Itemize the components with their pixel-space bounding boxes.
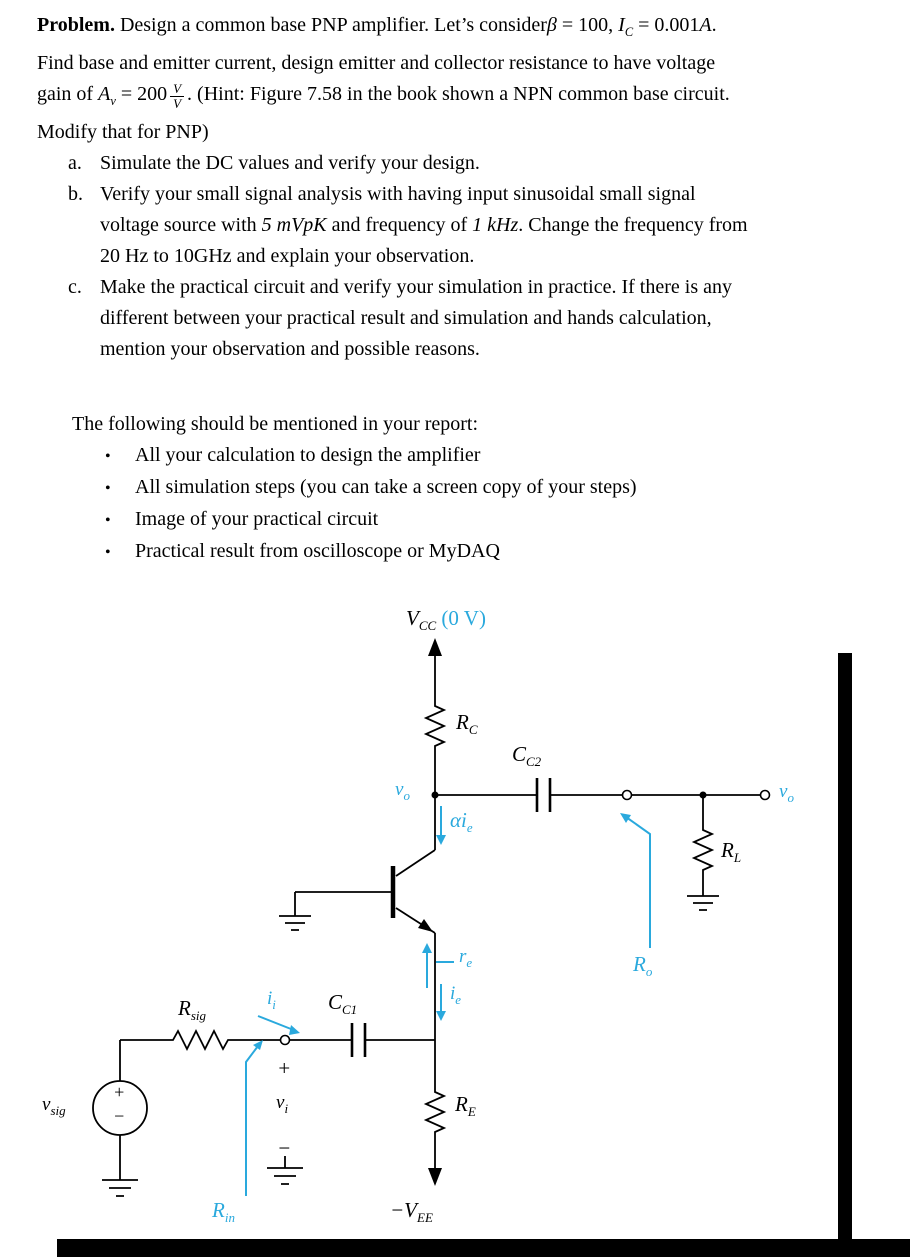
rin-label	[212, 1198, 235, 1226]
text-segment: All your calculation to design the amplifier	[135, 444, 481, 466]
source-minus-sign: −	[113, 1106, 126, 1126]
label-base: R	[721, 838, 734, 862]
label-base: R	[455, 1092, 468, 1116]
input-terminal	[281, 1036, 290, 1045]
rsig-label	[178, 996, 206, 1024]
vee-label	[390, 1198, 433, 1226]
label-sub: C2	[526, 754, 542, 770]
label-sub: i	[284, 1100, 289, 1116]
ro-arrow	[626, 817, 650, 948]
label-base: i	[450, 983, 456, 1004]
value-5mvpk: 5 mVpK	[261, 214, 327, 236]
label-sub: CC	[418, 618, 437, 634]
text-segment: The following should be mentioned in your report:	[72, 413, 479, 435]
bullet-glyph: •	[105, 544, 111, 561]
label-sub: C1	[342, 1002, 358, 1018]
label-base: v	[395, 779, 404, 800]
ii-arrow	[258, 1016, 291, 1029]
transistor-pnp	[393, 866, 433, 932]
bullet-glyph: •	[105, 480, 111, 497]
label-sub: i	[272, 996, 276, 1012]
resistor-rc	[426, 702, 444, 748]
label-sub: e	[455, 991, 462, 1007]
text-segment: 20 Hz to 10GHz and explain your observation.	[100, 245, 475, 267]
re-label	[459, 946, 472, 971]
ic-subscript: C	[624, 25, 634, 39]
resistor-rsig	[168, 1031, 233, 1049]
vcc-label	[406, 606, 486, 634]
resistor-rl	[694, 826, 712, 872]
bullet-glyph: •	[105, 512, 111, 529]
text-segment: . Change the frequency from	[518, 214, 748, 236]
text-segment: voltage source with	[100, 214, 262, 236]
text-segment: mention your observation and possible reasons.	[100, 338, 480, 360]
bullet-glyph: •	[105, 448, 111, 465]
label-base: −V	[390, 1198, 417, 1222]
text-segment: Make the practical circuit and verify your simulation in practice. If there is any	[100, 276, 732, 298]
resistor-re	[426, 1088, 444, 1134]
capacitor-cc1	[352, 1023, 365, 1057]
text-segment: Simulate the DC values and verify your design.	[100, 152, 480, 174]
vcc-arrowhead	[428, 638, 442, 656]
text-segment: All simulation steps (you can take a screen copy of your steps)	[135, 476, 637, 498]
label-sub: C	[468, 722, 478, 738]
label-base: αi	[450, 808, 467, 832]
annotation-arrowheads	[253, 813, 631, 1050]
text-segment: = 100,	[556, 14, 619, 36]
av-symbol: A	[98, 83, 111, 105]
label-sub: sig	[190, 1008, 206, 1024]
annotation-arrows	[246, 806, 650, 1196]
output-terminal	[761, 791, 770, 800]
ground-source	[102, 1180, 138, 1196]
text-segment: Practical result from oscilloscope or MyDAQ	[135, 540, 500, 562]
ic-symbol: I	[618, 14, 625, 36]
label-base: i	[267, 988, 273, 1009]
label-base: C	[328, 990, 343, 1014]
fraction-numerator: V	[170, 83, 184, 97]
text-segment: .	[711, 14, 717, 36]
beta-symbol: β	[546, 14, 557, 36]
av-subscript: v	[110, 94, 116, 108]
cc1-label	[328, 990, 357, 1018]
vo-right-label	[779, 781, 794, 806]
label-base: r	[459, 946, 467, 967]
label-base: v	[276, 1092, 285, 1113]
label-sub: o	[403, 787, 410, 803]
vi-label	[276, 1092, 288, 1117]
text-segment: and frequency of	[326, 214, 473, 236]
text-segment: = 200	[115, 83, 168, 105]
list-marker-b: b.	[68, 183, 83, 205]
label-sub: e	[466, 820, 473, 836]
list-marker-c: c.	[68, 276, 82, 298]
scan-border-bottom	[57, 1239, 910, 1257]
label-base: R	[212, 1198, 225, 1222]
label-sub: EE	[417, 1210, 433, 1226]
vi-plus-sign: +	[277, 1056, 292, 1080]
ie-label	[450, 983, 461, 1008]
label-base: v	[779, 781, 788, 802]
text-segment: gain of	[37, 83, 99, 105]
text-segment: = 0.001	[633, 14, 700, 36]
source-plus-sign: +	[113, 1082, 126, 1102]
label-sub: E	[467, 1104, 476, 1120]
text-segment: different between your practical result and simulation and hands calculation,	[100, 307, 712, 329]
vee-arrowhead	[428, 1168, 442, 1186]
vsig-label	[42, 1094, 66, 1119]
text-segment: Find base and emitter current, design emitter and collector resistance to have voltage	[37, 52, 716, 74]
resistors-group	[168, 702, 712, 1134]
text-segment: Verify your small signal analysis with having input sinusoidal small signal	[100, 183, 696, 205]
ampere-symbol: A	[699, 14, 712, 36]
ground-base	[279, 916, 311, 930]
vi-minus-sign: −	[277, 1136, 292, 1160]
label-sub: o	[787, 789, 794, 805]
label-base: V	[406, 606, 419, 630]
scan-border-right	[838, 653, 852, 1257]
list-marker-a: a.	[68, 152, 82, 174]
capacitor-cc2	[537, 778, 550, 812]
vcc-value: (0 V)	[436, 606, 486, 630]
label-base: v	[42, 1094, 51, 1115]
rin-arrow	[246, 1046, 258, 1196]
text-segment: . (Hint: Figure 7.58 in the book shown a NPN common base circuit.	[187, 83, 730, 105]
label-sub: sig	[50, 1102, 66, 1118]
wires-group	[120, 652, 761, 1180]
label-base: R	[456, 710, 469, 734]
fraction-denominator: V	[173, 96, 182, 111]
vo-left-label	[395, 779, 410, 804]
emitter-arrowhead	[418, 919, 433, 932]
ground-rl	[687, 896, 719, 910]
label-sub: in	[224, 1210, 235, 1226]
text-segment: Modify that for PNP)	[37, 121, 209, 143]
label-sub: o	[645, 964, 653, 980]
cc2-label	[512, 742, 541, 770]
label-base: R	[633, 952, 646, 976]
label-base: C	[512, 742, 527, 766]
ii-label	[267, 988, 276, 1013]
label-base: R	[178, 996, 191, 1020]
text-segment: Image of your practical circuit	[135, 508, 379, 530]
label-sub: e	[466, 954, 473, 970]
label-sub: L	[733, 850, 742, 866]
ro-label	[633, 952, 652, 980]
value-1khz: 1 kHz	[472, 214, 519, 236]
output-mid-terminal	[623, 791, 632, 800]
rc-label	[456, 710, 478, 738]
text-segment: Design a common base PNP amplifier. Let’s consider	[114, 14, 547, 36]
re-resistor-label	[455, 1092, 476, 1120]
alpha-ie-label	[450, 808, 473, 836]
rl-label	[721, 838, 741, 866]
ground-vi	[267, 1168, 303, 1184]
problem-label: Problem.	[37, 14, 115, 36]
ground-symbols	[102, 896, 719, 1196]
